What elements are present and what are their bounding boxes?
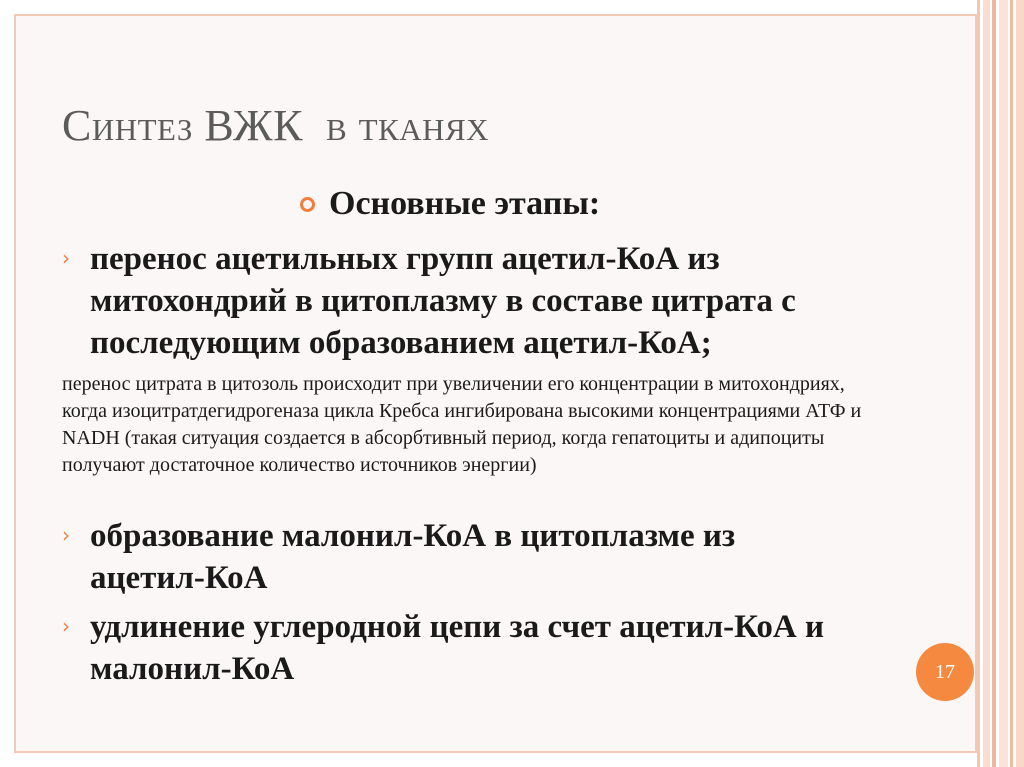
list-item — [62, 238, 910, 364]
bullet-text: удлинение углеродной цепи за счет ацетил-КоА и малонил-КоА — [90, 609, 824, 687]
bullet-text: перенос ацетильных групп ацетил-КоА из митохондрий в цитоплазму в составе цитрата с последующим образованием ацетил-КоА; — [90, 241, 796, 361]
list-item — [62, 515, 850, 599]
list-item — [62, 606, 850, 690]
slide-title — [62, 100, 489, 151]
decorative-stripes — [977, 0, 1024, 767]
arrow-bullet-icon: › — [62, 523, 70, 547]
heading-text: Основные этапы: — [329, 185, 601, 222]
page-number-badge: 17 — [916, 643, 974, 701]
note-text: перенос цитрата в цитозоль происходит при увеличении его концентрации в митохондриях, когда изоцитратдегидрогеназа цикла Кребса ингибирована высокими концентрациями АТФ и NADH (такая ситуация создается в абсорбтивный период, когда гепатоциты и адипоциты получают достаточное количество источников энергии) — [62, 373, 862, 476]
arrow-bullet-icon: › — [62, 246, 70, 270]
section-heading — [300, 185, 600, 223]
ring-bullet-icon — [300, 197, 315, 212]
title-rest: в тканях — [325, 101, 490, 150]
title-main: Синтез ВЖК — [62, 101, 303, 150]
bullet-text: образование малонил-КоА в цитоплазме из ацетил-КоА — [90, 518, 736, 596]
arrow-bullet-icon: › — [62, 614, 70, 638]
